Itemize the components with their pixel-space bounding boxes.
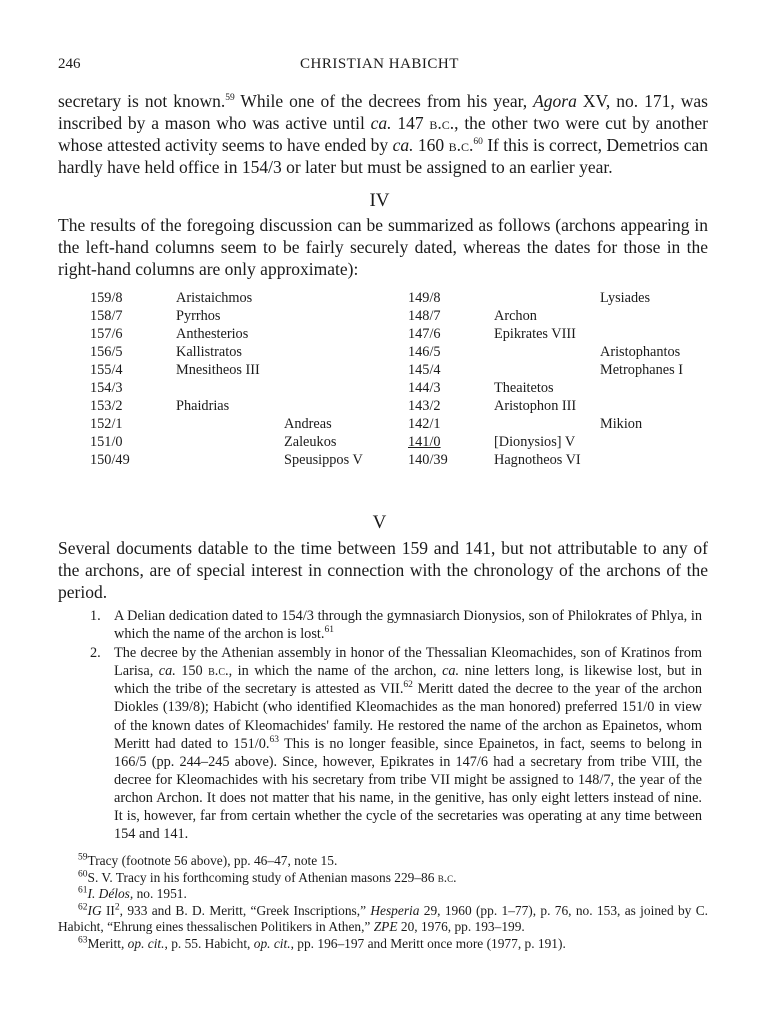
- table-cell-archon-left-a: [176, 380, 284, 398]
- table-cell-archon-left-a: Pyrrhos: [176, 308, 221, 324]
- table-cell-archon-left-a: Mnesitheos III: [176, 362, 260, 378]
- table-cell-archon-right-a: [494, 344, 600, 362]
- running-head: CHRISTIAN HABICHT: [300, 56, 459, 72]
- table-row: [90, 362, 720, 380]
- table-cell-year-left: 151/0: [90, 434, 123, 450]
- footnote-59: $^{59}$Tracy (footnote 56 above), pp. 46–47, note 15.: [78, 852, 338, 868]
- table-cell-year-left: 158/7: [90, 308, 123, 324]
- table-cell-year-right: 142/1: [408, 416, 441, 432]
- footnotes: [58, 853, 708, 953]
- table-cell-archon-left-a: Phaidrias: [176, 398, 230, 414]
- table-cell-archon-right-b: Mikion: [600, 416, 643, 432]
- footnote-ref-59: 59: [225, 93, 235, 104]
- table-cell-archon-left-b: Andreas: [284, 416, 332, 432]
- table-cell-archon-right-a: Aristophon III: [494, 398, 577, 414]
- table-cell-archon-left-b: Zaleukos: [284, 434, 337, 450]
- table-cell-year-left: 152/1: [90, 416, 123, 432]
- table-cell-archon-right-a: Epikrates VIII: [494, 326, 576, 342]
- table-cell-archon-right-a: [Dionysios] V: [494, 434, 576, 450]
- table-cell-archon-right-b: [600, 380, 720, 398]
- table-cell-year-right: 145/4: [408, 362, 441, 378]
- table-cell-year-left: 159/8: [90, 290, 123, 306]
- table-cell-archon-left-b: [284, 380, 408, 398]
- footnote-ref-61: 61: [324, 625, 334, 636]
- table-cell-archon-left-b: [284, 326, 408, 344]
- table-cell-archon-left-a: [176, 416, 284, 434]
- table-cell-year-left: 154/3: [90, 380, 123, 396]
- table-cell-year-right: 149/8: [408, 290, 441, 306]
- table-cell-year-left: 150/49: [90, 452, 130, 468]
- table-cell-archon-right-b: [600, 326, 720, 344]
- section-v-paragraph: Several documents datable to the time between 159 and 141, but not attributable to any of the archons, are of special interest in connection with the chronology of the archons of the period.: [58, 538, 708, 602]
- list-item: 2. The decree by the Athenian assembly in honor of the Thessalian Kleomachides, son of Kratinos from Larisa, ca. 150 b.c., in which the name of the archon, ca. nine letters long, is likewise lost, but in which the tribe of the secretary is attested as VII.$^{62}$ Meritt dated the decree to the year of the archon Diokles (139/8); Habicht (who identified Kleomachides as the man honored) preferred 151/0 in view of the known dates of Kleomachides' family. He restored the name of the archon as Epainetos, whom Meritt had dated to 151/0.63 This is no longer feasible, since Epainetos, in fact, seems to belong in 166/5 (pp. 244–245 above). Since, however, Epikrates in 147/6 had a secretary from tribe VIII, the decree for Kleomachides with his secretary from tribe VII might be assigned to 148/7, the year of the archon Archon. It does not matter that his name, in the genitive, has only eight letters instead of nine. It is, however, far from certain whether the cycle of the secretaries was operating at any time between 154 and 141.: [90, 645, 702, 843]
- table-cell-archon-right-a: [494, 290, 600, 308]
- section-heading-iv: IV: [369, 190, 390, 211]
- table-row: [90, 434, 720, 452]
- table-cell-year-left: 155/4: [90, 362, 123, 378]
- table-cell-year-right: 140/39: [408, 452, 448, 468]
- table-cell-archon-right-a: [494, 362, 600, 380]
- footnote-63: $^{63}$Meritt, op. cit., p. 55. Habicht, op. cit., pp. 196–197 and Meritt once more (1977, p. 191).: [78, 935, 566, 951]
- table-cell-archon-right-b: Lysiades: [600, 290, 651, 306]
- table-cell-archon-left-b: [284, 362, 408, 380]
- table-cell-archon-left-a: Aristaichmos: [176, 290, 253, 306]
- table-cell-archon-right-b: [600, 398, 720, 416]
- footnote-ref-60: 60: [473, 137, 483, 148]
- table-cell-archon-right-a: [494, 416, 600, 434]
- table-cell-archon-right-a: Archon: [494, 308, 537, 324]
- table-cell-year-left: 153/2: [90, 398, 123, 414]
- table-cell-year-left: 157/6: [90, 326, 123, 342]
- table-cell-year-right: 148/7: [408, 308, 441, 324]
- table-row: [90, 398, 720, 416]
- table-cell-archon-left-b: Speusippos V: [284, 452, 363, 468]
- table-cell-archon-left-b: [284, 308, 408, 326]
- intro-paragraph: secretary is not known.$^{59}$ While one of the decrees from his year, Agora XV, no. 171, was inscribed by a mason who was active until ca. 147 b.c., the other two were cut by another whose attested activity seems to have ended by ca. 160 b.c.$^{60}$ If this is correct, Demetrios can hardly have held office in 154/3 or later but must be assigned to an earlier year.: [58, 91, 708, 177]
- footnote-62: $^{62}$IG $II^2$, 933 and B. D. Meritt, “Greek Inscriptions,” Hesperia 29, 1960 (pp. 1–77), p. 76, no. 153, as joined by C. Habicht, “Ehrung eines thessalischen Politikers in Athen,” ZPE 20, 1976, pp. 193–199.: [58, 902, 708, 935]
- table-cell-archon-right-b: Aristophantos: [600, 344, 681, 360]
- footnote-60: $^{60}$S. V. Tracy in his forthcoming study of Athenian masons 229–86 b.c.: [78, 869, 457, 885]
- page-number: 246: [58, 56, 81, 72]
- table-row: [90, 290, 720, 308]
- footnote-ref-63: 63: [269, 734, 279, 745]
- table-cell-archon-right-a: Theaitetos: [494, 380, 554, 396]
- table-cell-archon-left-b: [284, 344, 408, 362]
- table-cell-archon-right-b: [600, 308, 720, 326]
- list-item: 1. A Delian dedication dated to 154/3 through the gymnasiarch Dionysios, son of Philokrates of Phlya, in which the name of the archon is lost.$^{61}$: [90, 608, 702, 643]
- table-cell-year-right: 143/2: [408, 398, 441, 414]
- table-cell-archon-right-b: [600, 452, 720, 470]
- table-cell-year-right: 144/3: [408, 380, 441, 396]
- table-cell-year-left: 156/5: [90, 344, 123, 360]
- table-row: [90, 308, 720, 326]
- table-cell-archon-right-b: [600, 434, 720, 452]
- table-row: [90, 416, 720, 434]
- table-row: [90, 452, 720, 470]
- footnote-61: $^{61}$I. Délos, no. 1951.: [78, 885, 187, 902]
- table-row: [90, 344, 720, 362]
- table-cell-year-right: 141/0: [408, 434, 441, 450]
- table-cell-archon-left-a: Anthesterios: [176, 326, 249, 342]
- table-cell-archon-left-b: [284, 290, 408, 308]
- table-cell-archon-right-b: Metrophanes I: [600, 362, 683, 378]
- table-cell-archon-left-a: [176, 452, 284, 470]
- table-cell-year-right: 146/5: [408, 344, 441, 360]
- section-iv-paragraph: The results of the foregoing discussion can be summarized as follows (archons appearing in the left-hand columns seem to be fairly securely dated, whereas the dates for those in the right-hand columns are only approximate):: [58, 215, 708, 279]
- footnote-ref-62: 62: [403, 680, 413, 691]
- table-cell-archon-left-a: Kallistratos: [176, 344, 242, 360]
- table-cell-archon-left-a: [176, 434, 284, 452]
- table-cell-year-right: 147/6: [408, 326, 441, 342]
- section-heading-v: V: [372, 512, 387, 533]
- table-row: [90, 326, 720, 344]
- table-cell-archon-left-b: [284, 398, 408, 416]
- table-row: [90, 380, 720, 398]
- document-list: [90, 607, 702, 843]
- archon-table: [90, 290, 720, 470]
- table-cell-archon-right-a: Hagnotheos VI: [494, 452, 581, 468]
